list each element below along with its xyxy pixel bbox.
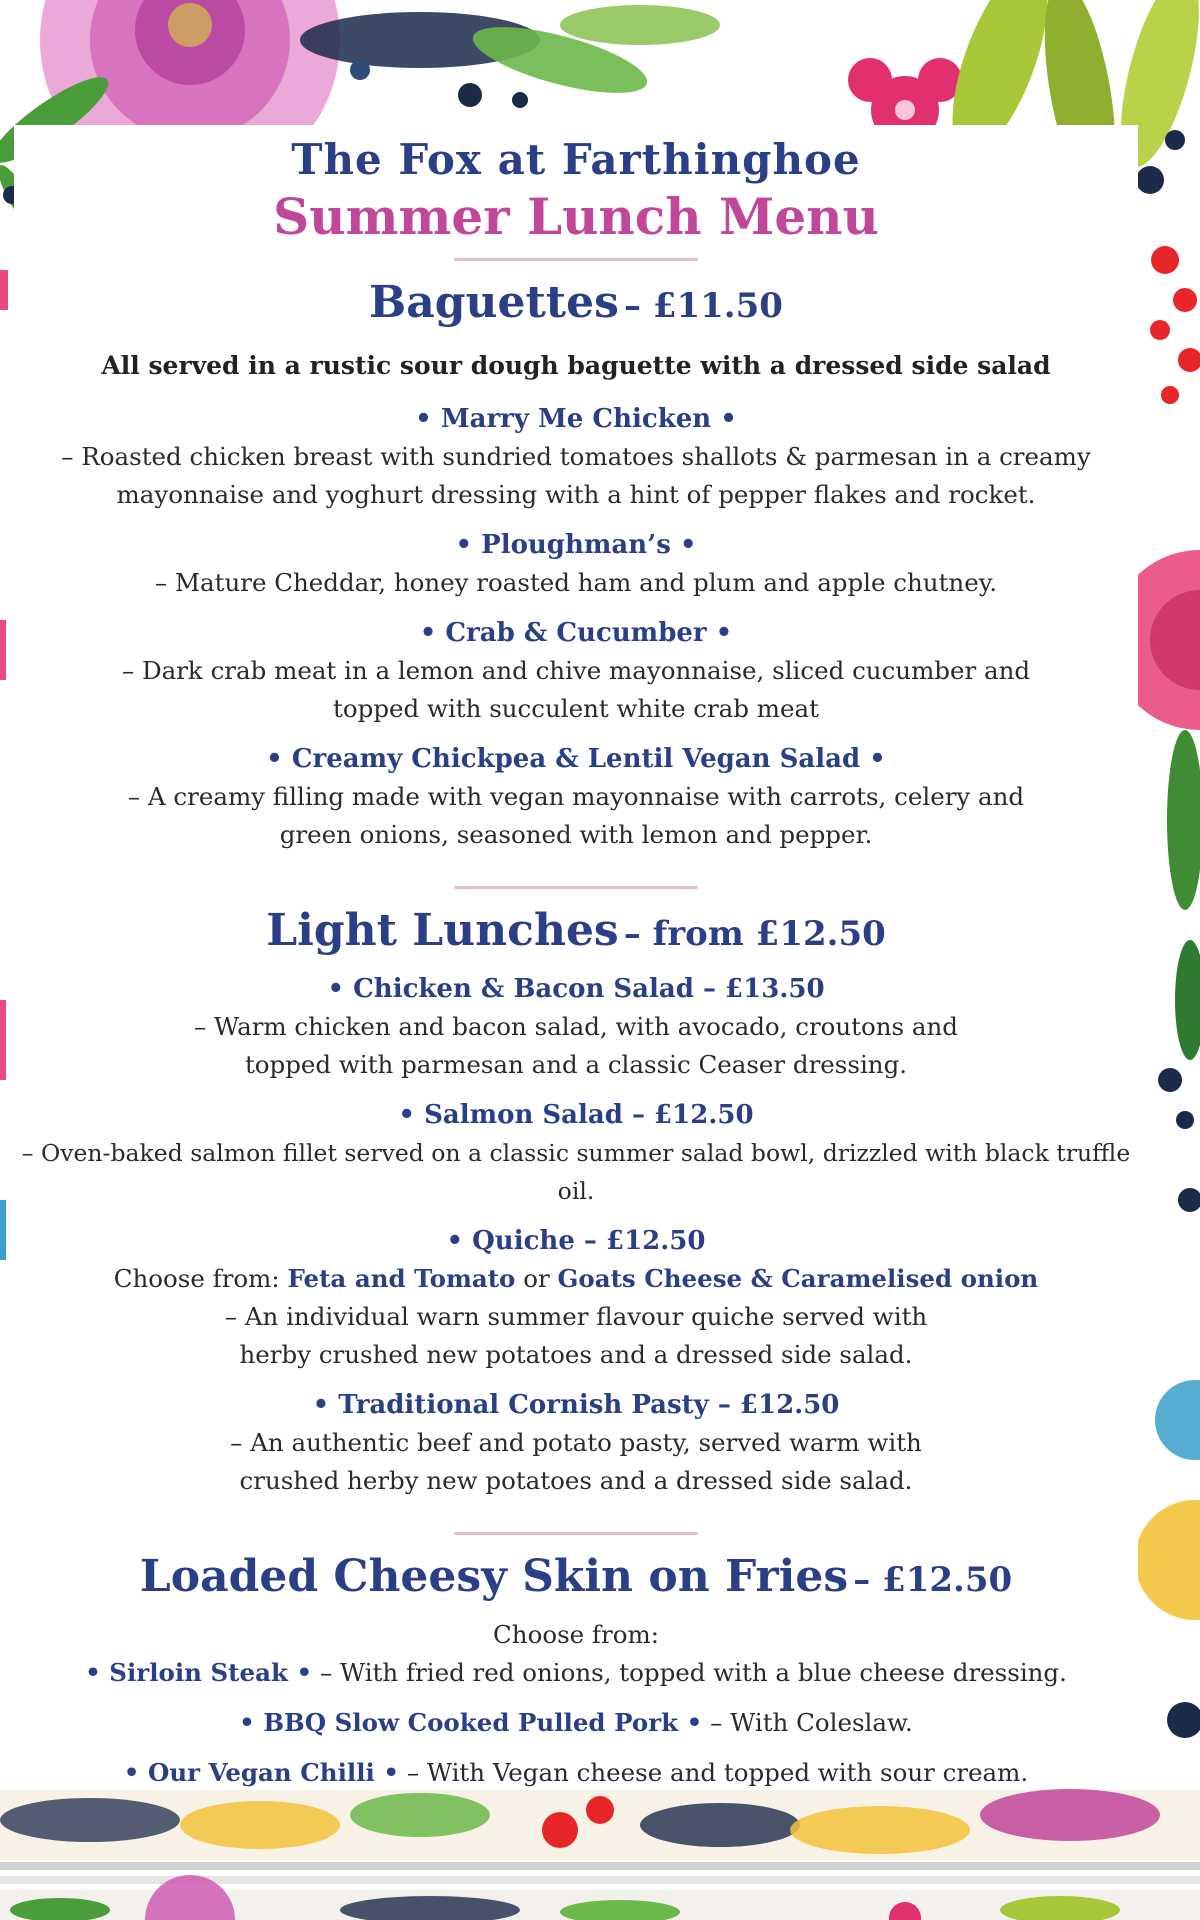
menu-item: [14, 1386, 1138, 1500]
section-fries: [14, 1547, 1138, 1792]
item-desc: – Oven-baked salmon fillet served on a classic summer salad bowl, drizzled with black truffle oil.: [21, 1139, 1131, 1205]
item-name: • Ploughman’s •: [455, 530, 697, 560]
item-name: [14, 970, 1138, 1008]
option-desc: – With Coleslaw.: [710, 1708, 913, 1737]
item-name: • Creamy Chickpea & Lentil Vegan Salad •: [266, 744, 886, 774]
fries-option: [14, 1754, 1138, 1792]
menu-item: [14, 526, 1138, 602]
item-name-text: • Chicken & Bacon Salad –: [327, 974, 716, 1004]
choose-label: Choose from:: [493, 1620, 659, 1649]
divider: [454, 1532, 698, 1535]
section-price: – £12.50: [853, 1560, 1013, 1600]
menu-item: [14, 740, 1138, 854]
menu-item: [14, 400, 1138, 514]
item-name-text: • Traditional Cornish Pasty –: [312, 1390, 731, 1420]
divider: [454, 886, 698, 889]
item-price: £12.50: [605, 1226, 706, 1256]
section-light-lunches: [14, 901, 1138, 1500]
item-desc: topped with succulent white crab meat: [333, 694, 819, 723]
menu-item: [14, 614, 1138, 728]
item-name: • Crab & Cucumber •: [419, 618, 733, 648]
section-heading: [14, 273, 1138, 342]
section-heading: [14, 901, 1138, 970]
item-desc: – A creamy filling made with vegan mayonnaise with carrots, celery and: [127, 782, 1025, 811]
fries-option: [14, 1704, 1138, 1742]
item-name-text: • Quiche –: [446, 1226, 597, 1256]
option-name: • BBQ Slow Cooked Pulled Pork •: [239, 1708, 703, 1737]
divider: [454, 258, 698, 261]
item-desc: – An individual warn summer flavour quiche served with: [224, 1302, 928, 1331]
item-desc: – Mature Cheddar, honey roasted ham and plum and apple chutney.: [154, 568, 998, 597]
menu-item: [14, 970, 1138, 1084]
item-name: • Marry Me Chicken •: [415, 404, 737, 434]
choose-label: Choose from:: [113, 1264, 280, 1293]
option-name: • Sirloin Steak •: [85, 1658, 313, 1687]
item-name: [14, 1222, 1138, 1260]
item-desc: green onions, seasoned with lemon and pepper.: [279, 820, 873, 849]
item-name-text: • Salmon Salad –: [398, 1100, 645, 1130]
option-name: • Our Vegan Chilli •: [123, 1758, 400, 1787]
option-goats-cheese: Goats Cheese & Caramelised onion: [557, 1264, 1039, 1293]
section-title: Light Lunches: [266, 905, 619, 956]
section-title: Baguettes: [369, 277, 619, 328]
item-desc: – Warm chicken and bacon salad, with avocado, croutons and: [194, 1012, 958, 1041]
item-name: [14, 1096, 1138, 1134]
item-desc: – Roasted chicken breast with sundried tomatoes shallots & parmesan in a creamy: [61, 442, 1091, 471]
section-intro: All served in a rustic sour dough baguette with a dressed side salad: [101, 351, 1051, 380]
item-price: £13.50: [725, 974, 825, 1004]
menu-content: [14, 120, 1138, 1804]
item-price: £12.50: [739, 1390, 840, 1420]
item-desc: mayonnaise and yoghurt dressing with a hint of pepper flakes and rocket.: [116, 480, 1036, 509]
option-desc: – With fried red onions, topped with a blue cheese dressing.: [319, 1658, 1067, 1687]
menu-item: [14, 1096, 1138, 1210]
section-baguettes: [14, 273, 1138, 854]
item-name: [14, 1386, 1138, 1424]
option-feta-tomato: Feta and Tomato: [287, 1264, 516, 1293]
menu-item: [14, 1222, 1138, 1374]
item-desc: herby crushed new potatoes and a dressed side salad.: [239, 1340, 913, 1369]
option-desc: – With Vegan cheese and topped with sour cream.: [406, 1758, 1029, 1787]
item-price: £12.50: [654, 1100, 754, 1130]
menu-title: Summer Lunch Menu: [273, 187, 879, 246]
section-heading: [14, 1547, 1138, 1616]
section-price: – £11.50: [624, 286, 783, 326]
section-title: Loaded Cheesy Skin on Fries: [139, 1551, 849, 1602]
fries-option: [14, 1654, 1138, 1692]
item-desc: crushed herby new potatoes and a dressed side salad.: [239, 1466, 913, 1495]
quiche-options: [14, 1260, 1138, 1298]
item-desc: topped with parmesan and a classic Ceaser dressing.: [244, 1050, 908, 1079]
item-desc: – An authentic beef and potato pasty, served warm with: [230, 1428, 922, 1457]
section-price: – from £12.50: [623, 914, 886, 954]
venue-name: The Fox at Farthinghoe: [291, 135, 861, 184]
or-word: or: [523, 1264, 550, 1293]
item-desc: – Dark crab meat in a lemon and chive mayonnaise, sliced cucumber and: [121, 656, 1031, 685]
